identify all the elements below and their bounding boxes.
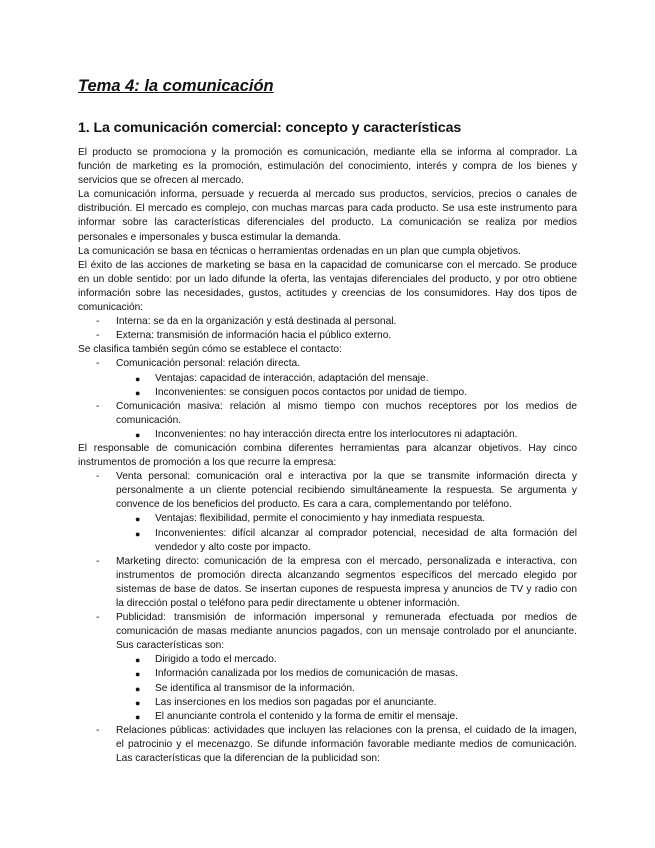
bullet-marker: ● (135, 655, 141, 666)
bullet-list-item (78, 372, 577, 386)
bullet-marker: ● (135, 669, 141, 680)
list-item-text: Dirigido a todo el mercado. (155, 654, 277, 666)
bullet-marker: ● (135, 711, 141, 722)
dash-list-item (78, 400, 577, 428)
bullet-marker: ● (135, 373, 141, 384)
list-item-text: Ventajas: flexibilidad, permite el conocimiento y hay inmediata respuesta. (155, 513, 486, 525)
bullet-list-item (78, 386, 577, 400)
paragraph: El responsable de comunicación combina diferentes herramientas para alcanzar objetivos. Hay cinco instrumentos de promoción a los que recurre la empresa: (78, 442, 577, 469)
bullet-list-item (78, 682, 577, 696)
bullet-marker: ● (135, 528, 141, 539)
dash-marker: - (96, 400, 100, 412)
page-title: Tema 4: la comunicación (78, 77, 274, 95)
section-heading: 1. La comunicación comercial: concepto y características (78, 120, 462, 136)
dash-list-item (78, 611, 577, 653)
dash-list-item (78, 724, 577, 766)
paragraph: El éxito de las acciones de marketing se basa en la capacidad de comunicarse con el mercado. Se produce en un doble sentido: por un lado difunde la oferta, las ventajas diferenciales del producto, y por otro obtiene información sobre las necesidades, gustos, actitudes y creencias de los consumidores. Hay dos tipos de comunicación: (78, 259, 577, 314)
paragraph: La comunicación se basa en técnicas o herramientas ordenadas en un plan que cumpla objetivos. (78, 245, 521, 257)
paragraph: Se clasifica también según cómo se establece el contacto: (78, 344, 342, 356)
dash-list-item (78, 470, 577, 512)
list-item-text: Marketing directo: comunicación de la empresa con el mercado, personalizada e interactiva, con instrumentos de promoción directa alcanzando segmentos específicos del mercado elegido por sistemas de base de datos. Se insertan cupones de respuesta impresa y anuncios de TV y radio con la dirección postal o teléfono para pedir directamente u obtener información. (116, 555, 577, 609)
bullet-list-item (78, 710, 577, 724)
dash-marker: - (96, 724, 100, 736)
list-item-text: Inconvenientes: difícil alcanzar al comprador potencial, necesidad de alta formación del vendedor y alto coste por impacto. (155, 527, 577, 553)
bullet-list-item (78, 428, 577, 442)
bullet-list-item (78, 653, 577, 667)
dash-marker: - (96, 555, 100, 567)
bullet-list-item (78, 512, 577, 526)
bullet-marker: ● (135, 697, 141, 708)
dash-marker: - (96, 316, 100, 328)
dash-marker: - (96, 330, 100, 342)
bullet-list-item (78, 667, 577, 681)
dash-list-item (78, 329, 577, 343)
dash-marker: - (96, 358, 100, 370)
bullet-marker: ● (135, 429, 141, 440)
bullet-marker: ● (135, 683, 141, 694)
dash-marker: - (96, 471, 100, 483)
list-item-text: Comunicación personal: relación directa. (116, 358, 301, 370)
list-item-text: Interna: se da en la organización y está destinada al personal. (116, 316, 397, 328)
list-item-text: Relaciones públicas: actividades que incluyen las relaciones con la prensa, el cuidado de la imagen, el patrocinio y el mecenazgo. Se difunde información favorable mediante medios de comunicación. Las características que la diferencian de la publicidad son: (116, 724, 577, 765)
dash-list-item (78, 357, 577, 371)
bullet-marker: ● (135, 514, 141, 525)
list-item-text: Ventajas: capacidad de interacción, adaptación del mensaje. (155, 372, 429, 384)
dash-list-item (78, 555, 577, 611)
list-item-text: Inconvenientes: se consiguen pocos contactos por unidad de tiempo. (155, 386, 468, 398)
bullet-list-item (78, 527, 577, 555)
paragraph: El producto se promociona y la promoción es comunicación, mediante ella se informa al comprador. La función de marketing es la promoción, estimulación del conocimiento, interés y compra de los bienes y servicios que se ofrecen al mercado. (78, 147, 577, 187)
list-item-text: Información canalizada por los medios de comunicación de masas. (155, 668, 458, 680)
list-item-text: Externa: transmisión de información hacia el público externo. (116, 330, 392, 342)
list-item-text: Se identifica al transmisor de la información. (155, 682, 355, 694)
paragraph: La comunicación informa, persuade y recuerda al mercado sus productos, servicios, precios o canales de distribución. El mercado es complejo, con muchas marcas para cada producto. Se usa este instrumento para informar sobre las características diferenciales del producto. La comunicación se realiza por medios personales e impersonales y busca estimular la demanda. (78, 189, 577, 243)
list-item-text: Publicidad: transmisión de información impersonal y remunerada efectuada por medios de comunicación de masas mediante anuncios pagados, con un mensaje controlado por el anunciante. Sus características son: (116, 612, 577, 652)
list-item-text: Comunicación masiva: relación al mismo tiempo con muchos receptores por los medios de comunicación. (116, 400, 577, 426)
bullet-marker: ● (135, 387, 141, 398)
dash-list-item (78, 315, 577, 329)
list-item-text: Venta personal: comunicación oral e interactiva por la que se transmite información directa y personalmente a un cliente potencial recibiendo simultáneamente la respuesta. Se argumenta y convence de los beneficios del producto. Es cara a cara, complementando por teléfono. (116, 471, 577, 511)
dash-marker: - (96, 612, 100, 624)
list-item-text: Inconvenientes: no hay interacción directa entre los interlocutores ni adaptación. (155, 428, 518, 440)
list-item-text: Las inserciones en los medios son pagadas por el anunciante. (155, 696, 437, 708)
document-body (78, 146, 577, 766)
list-item-text: El anunciante controla el contenido y la forma de emitir el mensaje. (155, 710, 458, 722)
bullet-list-item (78, 696, 577, 710)
